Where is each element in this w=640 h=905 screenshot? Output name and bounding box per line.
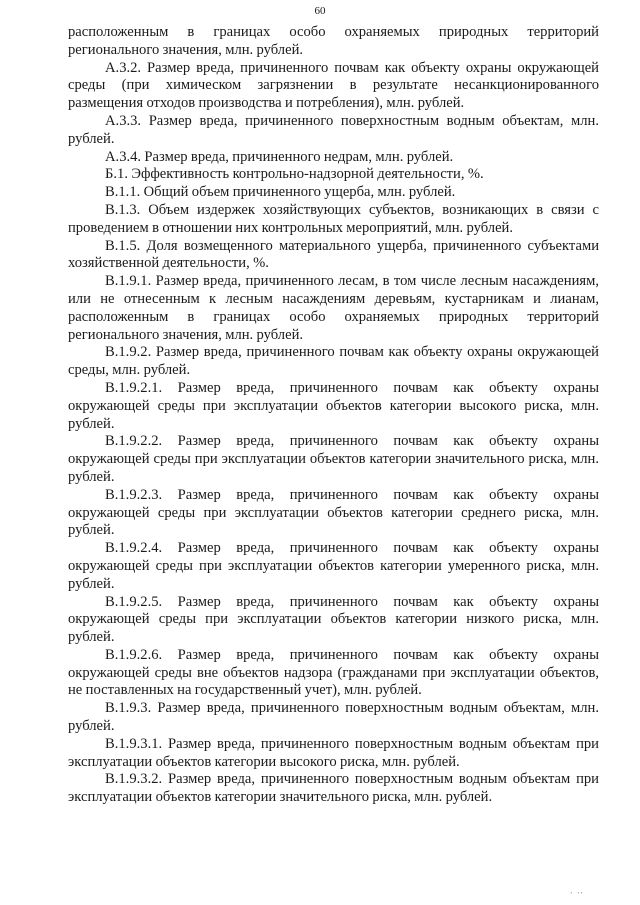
paragraph-v-1-9-3: В.1.9.3. Размер вреда, причиненного поверхностным водным объектам, млн. рублей. (68, 700, 599, 735)
paragraph-continuation: расположенным в границах особо охраняемых природных территорий регионального значения, млн. рублей. (68, 24, 599, 58)
paragraph-a-3-4: А.3.4. Размер вреда, причиненного недрам, млн. рублей. (105, 148, 454, 165)
paragraph-a-3-3: А.3.3. Размер вреда, причиненного поверхностным водным объектам, млн. рублей. (68, 112, 599, 147)
paragraph-v-1-9-3-1: В.1.9.3.1. Размер вреда, причиненного поверхностным водным объектам при эксплуатации объектов категории высокого риска, млн. рублей. (68, 735, 599, 770)
paragraph-v-1-9-2-5: В.1.9.2.5. Размер вреда, причиненного почвам как объекту охраны окружающей среды при эксплуатации объектов категории низкого риска, млн. рублей. (68, 593, 599, 646)
paragraph-v-1-5: В.1.5. Доля возмещенного материального ущерба, причиненного субъектами хозяйственной деятельности, %. (68, 237, 599, 272)
paragraph-v-1-9-2: В.1.9.2. Размер вреда, причиненного почвам как объекту охраны окружающей среды, млн. рублей. (68, 344, 599, 379)
paragraph-b-1: Б.1. Эффективность контрольно-надзорной деятельности, %. (105, 166, 484, 183)
paragraph-v-1-9-2-1: В.1.9.2.1. Размер вреда, причиненного почвам как объекту охраны окружающей среды при эксплуатации объектов категории высокого риска, млн. рублей. (68, 379, 599, 432)
document-body (68, 24, 599, 807)
paragraph-v-1-9-3-2: В.1.9.3.2. Размер вреда, причиненного поверхностным водным объектам при эксплуатации объектов категории значительного риска, млн. рублей. (68, 771, 599, 806)
paragraph-v-1-3: В.1.3. Объем издержек хозяйствующих субъектов, возникающих в связи с проведением в отношении них контрольных мероприятий, млн. рублей. (68, 201, 599, 236)
paragraph-v-1-9-1: В.1.9.1. Размер вреда, причиненного лесам, в том числе лесным насаждениям, или не отнесенным к лесным насаждениям деревьям, кустарникам и лианам, расположенным в границах особо охраняемых природных территорий регионального значения, млн. рублей. (68, 273, 599, 343)
paragraph-a-3-2: А.3.2. Размер вреда, причиненного почвам как объекту охраны окружающей среды (при химическом загрязнении в результате несанкционированного размещения отходов производства и потребления), млн. рублей. (68, 59, 599, 112)
paragraph-v-1-9-2-2: В.1.9.2.2. Размер вреда, причиненного почвам как объекту охраны окружающей среды при эксплуатации объектов категории значительного риска, млн. рублей. (68, 433, 599, 485)
paragraph-v-1-1: В.1.1. Общий объем причиненного ущерба, млн. рублей. (105, 184, 456, 201)
paragraph-v-1-9-2-6: В.1.9.2.6. Размер вреда, причиненного почвам как объекту охраны окружающей среды вне объектов надзора (гражданами при эксплуатации объектов, не поставленных на государственный учет), млн. рублей. (68, 646, 599, 699)
page-number: 60 (314, 5, 326, 17)
scan-mark: ' '' (570, 891, 584, 899)
paragraph-v-1-9-2-4: В.1.9.2.4. Размер вреда, причиненного почвам как объекту охраны окружающей среды при эксплуатации объектов категории умеренного риска, млн. рублей. (68, 540, 599, 592)
paragraph-v-1-9-2-3: В.1.9.2.3. Размер вреда, причиненного почвам как объекту охраны окружающей среды при эксплуатации объектов категории среднего риска, млн. рублей. (68, 486, 599, 539)
